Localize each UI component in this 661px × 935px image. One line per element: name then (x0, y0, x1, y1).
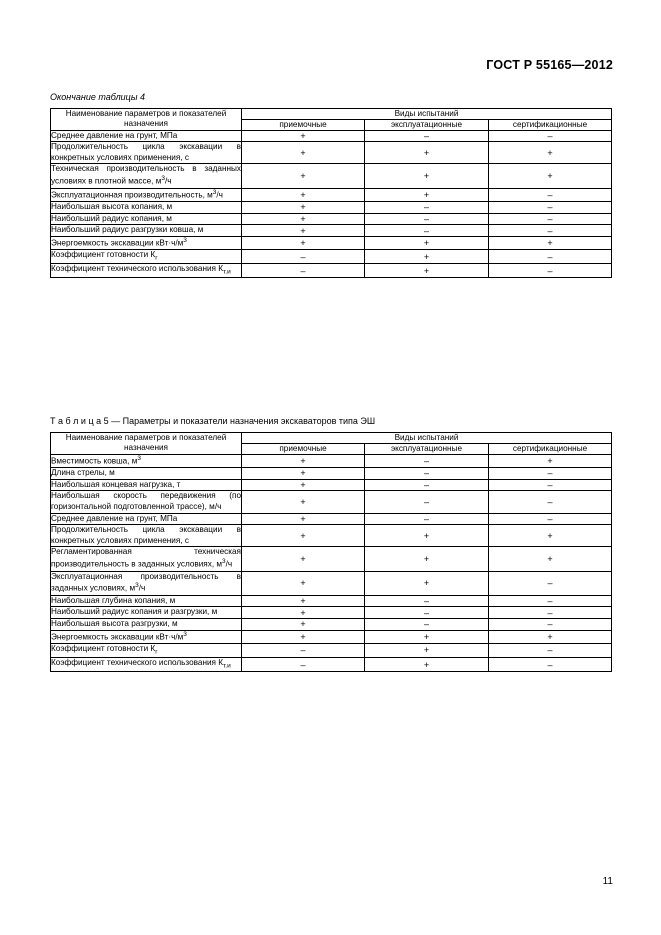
table-row (51, 250, 612, 264)
table-row (51, 130, 612, 142)
mark-operational: + (365, 571, 489, 595)
mark-acceptance: + (242, 479, 365, 491)
parameter-name-cell: Энергоемкость экскавации $кВт\cdot ч/м^3$ (51, 630, 242, 643)
mark-acceptance: + (242, 491, 365, 513)
parameter-name-cell: Коэффициент готовности $К_г$ (51, 643, 242, 657)
table-row (51, 264, 612, 278)
mark-certification: – (489, 479, 612, 491)
mark-acceptance: + (242, 142, 365, 164)
mark-acceptance: + (242, 225, 365, 237)
mark-operational: + (365, 250, 489, 264)
mark-certification: – (489, 658, 612, 672)
column-header-acceptance: приемочные (242, 443, 365, 454)
table-row (51, 201, 612, 213)
column-header-test-types: Виды испытаний (242, 109, 612, 120)
table-row (51, 225, 612, 237)
parameter-name-cell: Наибольший радиус копания, м (51, 213, 242, 225)
mark-operational: + (365, 630, 489, 643)
table-row (51, 236, 612, 249)
table4-continuation-caption: Окончание таблицы 4 (50, 92, 145, 102)
table-5-body (51, 454, 612, 672)
mark-certification: + (489, 630, 612, 643)
parameter-name-cell: Эксплуатационная производительность в заданных условиях, $м^3/ч$ (51, 571, 242, 595)
table-row (51, 618, 612, 630)
mark-certification: – (489, 201, 612, 213)
parameter-name-cell: Эксплуатационная производительность, $м^3/ч$ (51, 188, 242, 201)
column-header-acceptance: приемочные (242, 119, 365, 130)
mark-certification: – (489, 264, 612, 278)
mark-acceptance: + (242, 201, 365, 213)
table-4-body (51, 130, 612, 278)
mark-certification: – (489, 607, 612, 619)
table-5-header (51, 433, 612, 455)
mark-operational: + (365, 643, 489, 657)
table-row (51, 571, 612, 595)
table-row (51, 142, 612, 164)
mark-acceptance: + (242, 525, 365, 547)
mark-operational: – (365, 479, 489, 491)
mark-acceptance: + (242, 213, 365, 225)
mark-certification: – (489, 213, 612, 225)
mark-certification: – (489, 595, 612, 607)
mark-certification: + (489, 525, 612, 547)
table-row (51, 630, 612, 643)
table-row (51, 213, 612, 225)
mark-operational: – (365, 130, 489, 142)
parameter-name-cell: Среднее давление на грунт, МПа (51, 130, 242, 142)
mark-operational: – (365, 618, 489, 630)
mark-certification: + (489, 454, 612, 467)
parameter-name-cell: Длина стрелы, м (51, 467, 242, 479)
table-4-continued (50, 108, 612, 278)
column-header-parameter: Наименование параметров и показателей назначения (51, 109, 242, 131)
parameter-name-cell: Наибольшая концевая нагрузка, т (51, 479, 242, 491)
mark-operational: – (365, 201, 489, 213)
mark-certification: – (489, 225, 612, 237)
mark-certification: – (489, 491, 612, 513)
table-row (51, 513, 612, 525)
mark-acceptance: + (242, 236, 365, 249)
mark-operational: – (365, 491, 489, 513)
mark-operational: + (365, 142, 489, 164)
parameter-name-cell: Продолжительность цикла экскавации в конкретных условиях применения, с (51, 525, 242, 547)
mark-operational: – (365, 595, 489, 607)
table-row (51, 467, 612, 479)
parameter-name-cell: Коэффициент готовности $К_г$ (51, 250, 242, 264)
parameter-name-cell: Наибольший радиус копания и разгрузки, м (51, 607, 242, 619)
table-row (51, 643, 612, 657)
mark-acceptance: – (242, 658, 365, 672)
mark-certification: – (489, 618, 612, 630)
table-row (51, 607, 612, 619)
mark-operational: – (365, 607, 489, 619)
column-header-certification: сертификационные (489, 119, 612, 130)
table-row (51, 491, 612, 513)
mark-operational: + (365, 264, 489, 278)
column-header-operational: эксплуатационные (365, 443, 489, 454)
table-row (51, 164, 612, 188)
mark-acceptance: + (242, 164, 365, 188)
table-5 (50, 432, 612, 672)
table-row (51, 479, 612, 491)
mark-acceptance: + (242, 188, 365, 201)
mark-certification: – (489, 250, 612, 264)
mark-operational: – (365, 467, 489, 479)
mark-operational: + (365, 188, 489, 201)
column-header-test-types: Виды испытаний (242, 433, 612, 444)
mark-operational: + (365, 525, 489, 547)
mark-operational: – (365, 225, 489, 237)
table-row (51, 658, 612, 672)
mark-operational: – (365, 454, 489, 467)
mark-acceptance: + (242, 607, 365, 619)
mark-operational: – (365, 513, 489, 525)
mark-certification: – (489, 130, 612, 142)
parameter-name-cell: Вместимость ковша, $м^3$ (51, 454, 242, 467)
mark-acceptance: + (242, 618, 365, 630)
mark-acceptance: – (242, 264, 365, 278)
page-number: 11 (602, 876, 613, 887)
table-row (51, 454, 612, 467)
mark-acceptance: + (242, 595, 365, 607)
mark-acceptance: + (242, 454, 365, 467)
mark-certification: + (489, 547, 612, 571)
mark-certification: – (489, 188, 612, 201)
column-header-parameter: Наименование параметров и показателей назначения (51, 433, 242, 455)
table-4-header (51, 109, 612, 131)
parameter-name-cell: Наибольшая глубина копания, м (51, 595, 242, 607)
mark-certification: – (489, 467, 612, 479)
parameter-name-cell: Среднее давление на грунт, МПа (51, 513, 242, 525)
mark-acceptance: + (242, 571, 365, 595)
mark-operational: + (365, 547, 489, 571)
parameter-name-cell: Наибольший радиус разгрузки ковша, м (51, 225, 242, 237)
parameter-name-cell: Продолжительность цикла экскавации в конкретных условиях применения, с (51, 142, 242, 164)
mark-certification: + (489, 142, 612, 164)
mark-acceptance: – (242, 643, 365, 657)
mark-acceptance: + (242, 630, 365, 643)
mark-acceptance: + (242, 130, 365, 142)
parameter-name-cell: Техническая производительность в заданных условиях в плотной массе, $м^3/ч$ (51, 164, 242, 188)
mark-acceptance: – (242, 250, 365, 264)
mark-certification: + (489, 164, 612, 188)
mark-operational: + (365, 164, 489, 188)
parameter-name-cell: Наибольшая скорость передвижения (по горизонтальной подготовленной трассе), м/ч (51, 491, 242, 513)
mark-certification: – (489, 571, 612, 595)
parameter-name-cell: Коэффициент технического использования $К_{т.и}$ (51, 658, 242, 672)
parameter-name-cell: Наибольшая высота копания, м (51, 201, 242, 213)
table5-caption: Т а б л и ц а 5 — Параметры и показатели назначения экскаваторов типа ЭШ (50, 416, 376, 426)
parameter-name-cell: Энергоемкость экскавации $кВт\cdot ч/м^3$ (51, 236, 242, 249)
mark-acceptance: + (242, 513, 365, 525)
parameter-name-cell: Коэффициент технического использования $К_{т.и}$ (51, 264, 242, 278)
mark-acceptance: + (242, 467, 365, 479)
mark-operational: – (365, 213, 489, 225)
table-row (51, 188, 612, 201)
mark-operational: + (365, 658, 489, 672)
mark-certification: + (489, 236, 612, 249)
parameter-name-cell: Наибольшая высота разгрузки, м (51, 618, 242, 630)
parameter-name-cell: Регламентированная техническая производительность в заданных условиях, $м^3/ч$ (51, 547, 242, 571)
column-header-certification: сертификационные (489, 443, 612, 454)
table-row (51, 525, 612, 547)
mark-certification: – (489, 513, 612, 525)
mark-certification: – (489, 643, 612, 657)
table-row (51, 595, 612, 607)
mark-operational: + (365, 236, 489, 249)
page-header: ГОСТ Р 55165—2012 (486, 58, 613, 72)
column-header-operational: эксплуатационные (365, 119, 489, 130)
table-row (51, 547, 612, 571)
mark-acceptance: + (242, 547, 365, 571)
